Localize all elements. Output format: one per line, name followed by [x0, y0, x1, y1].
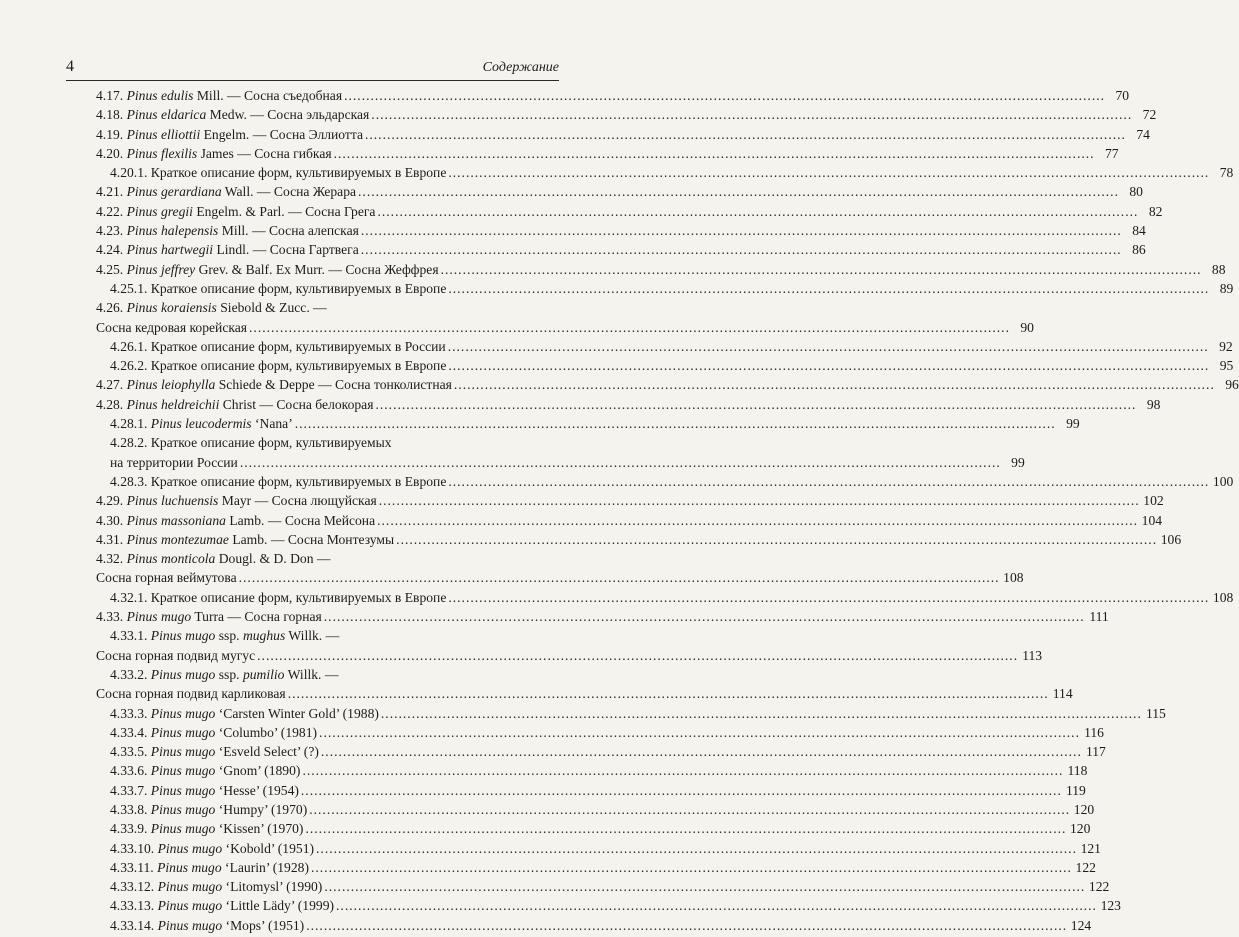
toc-entry-title — [110, 725, 317, 741]
toc-entry — [96, 531, 1182, 551]
toc-entry-latin-name: Pinus mugo — [150, 782, 216, 798]
toc-entry-title — [110, 628, 339, 644]
dot-leader — [334, 146, 1095, 162]
toc-entry-number: 4.33.2. — [110, 666, 151, 682]
toc-entry — [96, 203, 1163, 223]
toc-entry — [96, 107, 1157, 126]
toc-entry-title — [96, 513, 375, 529]
toc-entry — [96, 763, 1088, 782]
toc-entry-page: 120 — [1073, 801, 1095, 817]
toc-entry-latin-name: Pinus koraiensis — [126, 300, 217, 316]
toc-entry-text: Краткое описание форм, культивируемых в Европе — [150, 473, 447, 489]
toc-entry — [96, 416, 1080, 435]
toc-entry — [96, 223, 1146, 242]
page-header — [66, 52, 559, 81]
toc-entry-number: 4.33.10. — [110, 840, 158, 856]
toc-entry — [96, 454, 1025, 474]
toc-entry-page: 123 — [1100, 898, 1121, 914]
toc-entry-number: 4.33.9. — [110, 821, 151, 837]
toc-entry-title — [110, 821, 303, 837]
toc-entry-text: Краткое описание форм, культивируемых — [150, 435, 392, 451]
toc-entry — [96, 165, 1234, 184]
toc-entry-number: 4.17. — [96, 88, 127, 103]
toc-entry — [96, 859, 1096, 879]
toc-entry-latin-name: Pinus hartwegii — [126, 242, 214, 258]
dot-leader — [240, 455, 1001, 471]
toc-entry-page: 106 — [1160, 531, 1182, 547]
toc-entry — [96, 280, 1234, 300]
toc-entry-latin-name: Pinus mugo — [150, 666, 216, 682]
toc-entry — [96, 493, 1164, 512]
toc-entry-text: ‘Kobold’ (1951) — [222, 840, 315, 856]
toc-entry-title — [96, 107, 369, 123]
dot-leader — [381, 706, 1142, 722]
toc-entry-latin-name: Pinus mugo — [150, 821, 216, 837]
toc-entry-latin-name: Pinus massoniana — [126, 512, 226, 528]
toc-entry-latin-name: Pinus leucodermis — [150, 416, 252, 432]
toc-entry-number: 4.28.3. — [110, 473, 151, 489]
toc-entry — [96, 821, 1091, 840]
toc-entry-latin-name: Pinus gregii — [126, 203, 193, 219]
toc-entry-page: 86 — [1132, 242, 1146, 258]
toc-entry-title — [96, 397, 373, 413]
toc-entry — [96, 879, 1110, 898]
toc-entry-page: 115 — [1145, 705, 1166, 721]
dot-leader — [288, 686, 1049, 702]
toc-entry-text: Medw. — Сосна эльдарская — [206, 107, 370, 123]
toc-entry-number: 4.33.14. — [110, 917, 158, 933]
running-head: Содержание — [482, 60, 559, 75]
toc-entry-page: 98 — [1146, 396, 1161, 412]
toc-entry — [96, 338, 1233, 358]
toc-entry-number: 4.28.1. — [110, 416, 151, 432]
toc-entry-title — [96, 493, 377, 509]
dot-leader — [448, 358, 1209, 374]
toc-entry-page: 96 — [1225, 377, 1239, 393]
dot-leader — [316, 841, 1077, 857]
toc-entry-number: 4.20.1. — [110, 165, 151, 181]
toc-entry-title — [96, 570, 237, 586]
toc-entry-title — [110, 802, 307, 818]
toc-entry-text: Краткое описание форм, культивируемых в Европе — [150, 165, 447, 181]
dot-leader — [324, 879, 1085, 895]
toc-entry-title — [110, 783, 299, 799]
toc-entry-page: 99 — [1011, 454, 1025, 470]
dot-leader — [365, 127, 1126, 143]
toc-entry-page: 116 — [1084, 724, 1104, 740]
toc-entry-page: 100 — [1212, 473, 1234, 489]
toc-entry-text: Engelm. & Parl. — Сосна Грега — [192, 203, 376, 219]
dot-leader — [311, 860, 1072, 876]
toc-entry — [96, 705, 1166, 725]
toc-entry-text: Сосна горная подвид карликовая — [96, 686, 286, 702]
toc-entry-title — [96, 127, 363, 143]
toc-entry-text: ‘Nana’ — [251, 416, 293, 432]
toc-entry-number: 4.33.7. — [110, 782, 151, 798]
toc-entry-latin-name: Pinus mugo — [150, 724, 216, 740]
toc-entry-latin-name: Pinus elliottii — [126, 126, 201, 142]
dot-leader — [257, 648, 1018, 664]
toc-entry — [96, 589, 1234, 609]
toc-entry-number: 4.30. — [96, 512, 127, 528]
toc-entry-page: 90 — [1020, 319, 1034, 335]
toc-entry-number: 4.19. — [96, 126, 127, 142]
toc-entry-number: 4.23. — [96, 223, 127, 239]
toc-entry-page: 108 — [1212, 589, 1234, 605]
toc-entry-text: Краткое описание форм, культивируемых в России — [150, 338, 446, 354]
toc-entry-number: 4.20. — [96, 145, 127, 161]
toc-entry-number: 4.33.3. — [110, 705, 151, 721]
toc-entry — [96, 898, 1121, 917]
toc-entry — [96, 319, 1034, 339]
toc-entry-text: на территории России — [110, 454, 238, 470]
toc-entry-title — [110, 416, 293, 432]
toc-entry-page: 108 — [1003, 570, 1024, 586]
toc-entry — [96, 724, 1104, 744]
toc-entry-title — [96, 551, 331, 567]
toc-entry-number: 4.25. — [96, 261, 127, 277]
toc-entry-page: 95 — [1219, 358, 1234, 374]
toc-entry-text: Сосна горная подвид мугус — [96, 647, 256, 663]
toc-entry-text: Mill. — Сосна алепская — [218, 223, 359, 239]
toc-entry-title — [110, 435, 392, 451]
toc-entry-page: 111 — [1089, 609, 1109, 625]
toc-entry — [96, 551, 556, 570]
toc-entry-text: Mill. — Сосна съедобная — [193, 88, 343, 103]
dot-leader — [321, 744, 1082, 760]
toc-entry-latin-name: Pinus flexilis — [126, 145, 198, 161]
toc-entry-title — [96, 204, 375, 220]
toc-entry-title — [110, 358, 446, 374]
dot-leader — [344, 88, 1105, 104]
toc-entry — [96, 917, 1092, 937]
toc-entry — [96, 435, 556, 454]
toc-entry — [96, 88, 1130, 107]
toc-entry-text: Lindl. — Сосна Гартвега — [213, 242, 359, 258]
toc-entry — [96, 126, 1150, 146]
toc-entry — [96, 358, 1234, 377]
toc-entry-title — [96, 300, 327, 316]
toc-entry-number: 4.33.1. — [110, 628, 151, 644]
toc-entry-text: Mayr — Сосна лющуйская — [218, 493, 377, 509]
toc-entry-text: ‘Kissen’ (1970) — [215, 821, 304, 837]
toc-entry-latin-name: Pinus jeffrey — [126, 261, 196, 277]
toc-entry-number: 4.33.5. — [110, 744, 151, 760]
toc-entry-text: ssp. mughus Willk. — — [215, 628, 340, 644]
toc-entry-text: ‘Litomysl’ (1990) — [222, 879, 323, 895]
toc-entry-latin-name: Pinus mugo — [157, 879, 223, 895]
dot-leader — [377, 204, 1138, 220]
toc-entry-number: 4.33.11. — [110, 859, 158, 875]
toc-entry-page: 113 — [1022, 647, 1043, 663]
page-number: 4 — [66, 58, 74, 75]
toc-entry-number: 4.33.8. — [110, 801, 151, 817]
toc-entry-latin-name: Pinus leiophylla — [126, 377, 216, 393]
toc-entry-title — [96, 686, 286, 702]
toc-entry — [96, 184, 1143, 203]
dot-leader — [375, 397, 1136, 413]
toc-entry-number: 4.33.12. — [110, 879, 158, 895]
toc-entry-title — [110, 918, 304, 934]
toc-entry-number: 4.22. — [96, 203, 127, 219]
toc-entry-page: 102 — [1143, 493, 1164, 509]
toc-entry-text: ‘Columbo’ (1981) — [215, 724, 318, 740]
toc-entry-page: 72 — [1142, 107, 1157, 123]
toc-entry-text: Dougl. & D. Don — — [215, 551, 331, 567]
toc-entry-title — [96, 223, 359, 239]
toc-entry-latin-name: Pinus mugo — [157, 898, 223, 914]
toc-entry-number: 4.33.13. — [110, 898, 158, 914]
toc-entry-number: 4.18. — [96, 107, 127, 123]
dot-leader — [448, 165, 1209, 181]
table-of-contents — [96, 88, 1239, 937]
toc-entry-page: 92 — [1219, 338, 1233, 354]
toc-entry-title — [110, 706, 379, 722]
toc-entry-page: 117 — [1085, 744, 1106, 760]
toc-entry-title — [110, 744, 319, 760]
dot-leader — [454, 377, 1215, 393]
toc-entry — [96, 647, 1043, 667]
toc-entry-title — [96, 377, 452, 393]
dot-leader — [239, 570, 1000, 586]
toc-entry-text: ‘Little Lädy’ (1999) — [222, 898, 335, 914]
dot-leader — [249, 320, 1010, 336]
toc-entry — [96, 744, 1106, 763]
toc-entry-title — [110, 165, 446, 181]
toc-entry-latin-name: Pinus mugo — [157, 917, 223, 933]
toc-entry-latin-name: Pinus mugo — [126, 609, 192, 625]
toc-entry-text: ‘Esveld Select’ (?) — [215, 744, 319, 760]
toc-entry-title — [96, 184, 356, 200]
dot-leader — [309, 802, 1070, 818]
toc-entry-title — [110, 590, 446, 606]
toc-entry-page: 99 — [1066, 416, 1080, 432]
toc-entry-number: 4.28. — [96, 396, 127, 412]
dot-leader — [295, 416, 1056, 432]
toc-entry-text: Краткое описание форм, культивируемых в Европе — [150, 589, 447, 605]
toc-entry-text: Сосна горная веймутова — [96, 570, 237, 586]
toc-entry-text: ‘Carsten Winter Gold’ (1988) — [215, 705, 379, 721]
toc-entry-number: 4.28.2. — [110, 435, 151, 451]
toc-entry-latin-name: Pinus luchuensis — [126, 493, 219, 509]
toc-entry-number: 4.33.6. — [110, 763, 151, 779]
toc-entry-number: 4.27. — [96, 377, 127, 393]
toc-entry-title — [110, 879, 322, 895]
toc-entry-text: Lamb. — Сосна Монтезумы — [228, 531, 395, 547]
toc-entry-latin-name: Pinus halepensis — [126, 223, 219, 239]
toc-entry-number: 4.26.2. — [110, 358, 151, 374]
toc-entry — [96, 840, 1101, 860]
toc-entry-latin-name: Pinus mugo — [150, 705, 216, 721]
toc-entry-title — [110, 455, 238, 471]
toc-entry-latin-name: Pinus mugo — [150, 744, 216, 760]
toc-entry-text: Christ — Сосна белокорая — [219, 396, 374, 412]
toc-entry-text: Schiede & Deppe — Сосна тонколистная — [215, 377, 452, 393]
toc-entry-text: Engelm. — Сосна Эллиотта — [200, 126, 363, 142]
toc-entry-number: 4.33.4. — [110, 724, 151, 740]
toc-entry-latin-name: Pinus heldreichii — [126, 396, 220, 412]
toc-entry-page: 122 — [1075, 859, 1096, 875]
toc-entry-page: 121 — [1080, 840, 1101, 856]
toc-entry-page: 119 — [1065, 782, 1086, 798]
dot-leader — [358, 184, 1119, 200]
toc-entry-title — [96, 242, 359, 258]
dot-leader — [336, 898, 1097, 914]
toc-entry-page: 122 — [1088, 879, 1110, 895]
toc-entry-latin-name: Pinus mugo — [150, 628, 216, 644]
toc-entry-title — [110, 898, 334, 914]
toc-entry-latin-name: Pinus eldarica — [126, 107, 207, 123]
toc-entry-text: Siebold & Zucc. — — [216, 300, 327, 316]
toc-entry-number: 4.26.1. — [110, 338, 151, 354]
toc-entry-page: 77 — [1104, 145, 1119, 161]
toc-entry — [96, 628, 556, 647]
toc-entry-latin-name: Pinus mugo — [150, 763, 216, 779]
toc-entry-text: James — Сосна гибкая — [197, 145, 332, 161]
toc-entry-title — [110, 339, 446, 355]
dot-leader — [441, 262, 1202, 278]
toc-entry-number: 4.32. — [96, 551, 127, 567]
toc-entry-title — [110, 841, 314, 857]
dot-leader — [324, 609, 1085, 625]
dot-leader — [301, 783, 1062, 799]
toc-entry-title — [96, 609, 322, 625]
toc-entry-page: 84 — [1132, 223, 1146, 239]
toc-entry-title — [110, 281, 446, 297]
toc-entry-text: ‘Laurin’ (1928) — [221, 859, 309, 875]
toc-entry-text: Краткое описание форм, культивируемых в Европе — [150, 358, 447, 374]
toc-entry — [96, 377, 1239, 396]
toc-entry — [96, 609, 1109, 628]
toc-entry-latin-name: Pinus mugo — [157, 859, 222, 875]
toc-entry-page: 89 — [1219, 280, 1234, 296]
toc-entry-text: ssp. pumilio Willk. — — [215, 666, 339, 682]
dot-leader — [306, 918, 1067, 934]
toc-entry-text: Сосна кедровая корейская — [96, 319, 248, 335]
toc-entry-title — [96, 88, 342, 104]
toc-entry — [96, 801, 1095, 821]
toc-entry-text: ‘Gnom’ (1890) — [215, 763, 301, 779]
dot-leader — [361, 242, 1122, 258]
toc-entry-latin-name: Pinus edulis — [126, 88, 194, 103]
toc-entry-text: Grev. & Balf. Ex Murr. — Сосна Жеффрея — [195, 261, 439, 277]
dot-leader — [448, 474, 1209, 490]
toc-entry-number: 4.32.1. — [110, 589, 151, 605]
toc-entry-title — [96, 532, 394, 548]
toc-entry — [96, 242, 1146, 261]
toc-entry — [96, 570, 1024, 589]
toc-entry-page: 80 — [1129, 184, 1143, 200]
toc-entry-latin-name: Pinus monticola — [126, 551, 216, 567]
toc-entry-number: 4.26. — [96, 300, 127, 316]
toc-entry-title — [110, 474, 446, 490]
dot-leader — [379, 493, 1140, 509]
dot-leader — [319, 725, 1080, 741]
toc-entry-text: Wall. — Сосна Жерара — [221, 184, 357, 200]
toc-entry-title — [96, 146, 332, 162]
toc-entry-text: Lamb. — Сосна Мейсона — [225, 512, 376, 528]
toc-entry-page: 104 — [1141, 512, 1163, 528]
toc-entry-page: 120 — [1070, 821, 1091, 837]
toc-entry-text: Краткое описание форм, культивируемых в Европе — [150, 280, 447, 296]
toc-entry-text: Turra — Сосна горная — [191, 609, 322, 625]
toc-entry — [96, 473, 1234, 493]
toc-entry-latin-name: Pinus mugo — [150, 801, 216, 817]
toc-entry-page: 82 — [1148, 203, 1163, 219]
toc-entry-title — [110, 860, 309, 876]
dot-leader — [448, 590, 1209, 606]
dot-leader — [448, 281, 1209, 297]
toc-entry-number: 4.25.1. — [110, 280, 151, 296]
toc-entry-page: 88 — [1211, 261, 1226, 277]
dot-leader — [361, 223, 1122, 239]
toc-entry — [96, 300, 556, 319]
dot-leader — [396, 532, 1157, 548]
toc-entry-text: ‘Mops’ (1951) — [222, 917, 305, 933]
toc-entry-number: 4.21. — [96, 184, 127, 200]
toc-entry-number: 4.29. — [96, 493, 127, 509]
toc-entry-page: 118 — [1067, 763, 1088, 779]
toc-entry-page: 124 — [1070, 917, 1092, 933]
dot-leader — [302, 763, 1063, 779]
toc-entry — [96, 396, 1161, 416]
toc-entry-latin-name: Pinus mugo — [157, 840, 223, 856]
toc-entry — [96, 512, 1163, 532]
toc-entry-page: 74 — [1136, 126, 1150, 142]
toc-entry — [96, 145, 1119, 165]
toc-entry-title — [96, 320, 247, 336]
toc-entry-title — [96, 648, 255, 664]
dot-leader — [377, 513, 1138, 529]
dot-leader — [371, 107, 1132, 123]
toc-entry — [96, 686, 1073, 705]
toc-entry-title — [96, 262, 439, 278]
toc-entry — [96, 261, 1226, 281]
toc-entry-number: 4.31. — [96, 531, 127, 547]
toc-entry-title — [110, 763, 300, 779]
dot-leader — [448, 339, 1209, 355]
toc-entry-latin-name: Pinus gerardiana — [126, 184, 222, 200]
toc-entry — [96, 667, 556, 686]
toc-entry-page: 78 — [1219, 165, 1234, 181]
toc-entry-page: 114 — [1052, 686, 1073, 702]
toc-entry-number: 4.33. — [96, 609, 127, 625]
toc-entry-page: 70 — [1115, 88, 1130, 103]
toc-entry — [96, 782, 1086, 802]
toc-entry-latin-name: Pinus montezumae — [126, 531, 229, 547]
toc-entry-title — [110, 667, 338, 683]
toc-entry-text: ‘Humpy’ (1970) — [215, 801, 308, 817]
dot-leader — [305, 821, 1066, 837]
toc-entry-number: 4.24. — [96, 242, 127, 258]
toc-entry-text: ‘Hesse’ (1954) — [215, 782, 299, 798]
